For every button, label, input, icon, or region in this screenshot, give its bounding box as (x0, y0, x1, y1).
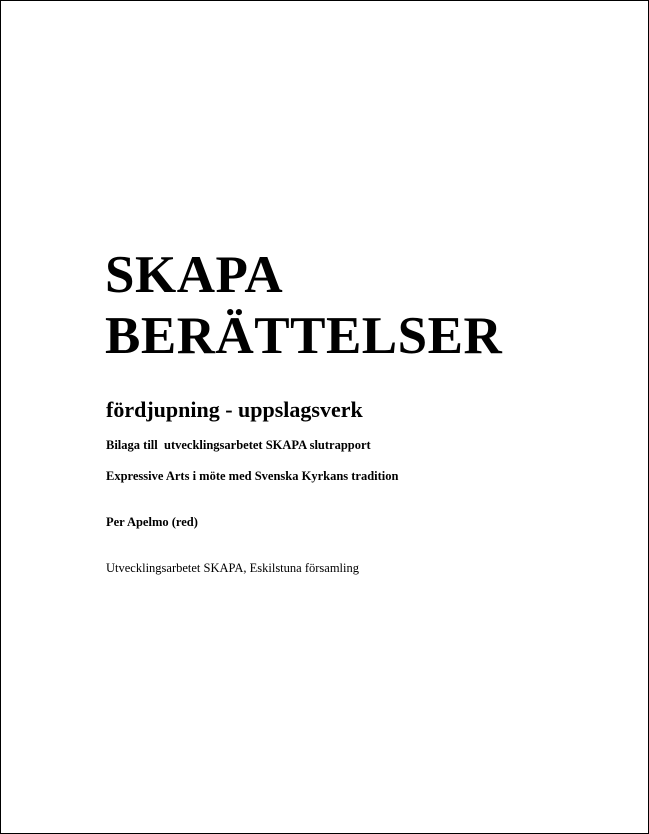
subtitle: fördjupning - uppslagsverk (106, 397, 363, 422)
title-line-2: BERÄTTELSER (105, 307, 503, 365)
author-line: Per Apelmo (red) (106, 515, 198, 529)
appendix-line: Bilaga till utvecklingsarbetet SKAPA slutrapport (106, 438, 371, 452)
title-line-1: SKAPA (105, 246, 284, 304)
publisher-line: Utvecklingsarbetet SKAPA, Eskilstuna församling (106, 561, 359, 575)
context-line: Expressive Arts i möte med Svenska Kyrkans tradition (106, 469, 399, 483)
